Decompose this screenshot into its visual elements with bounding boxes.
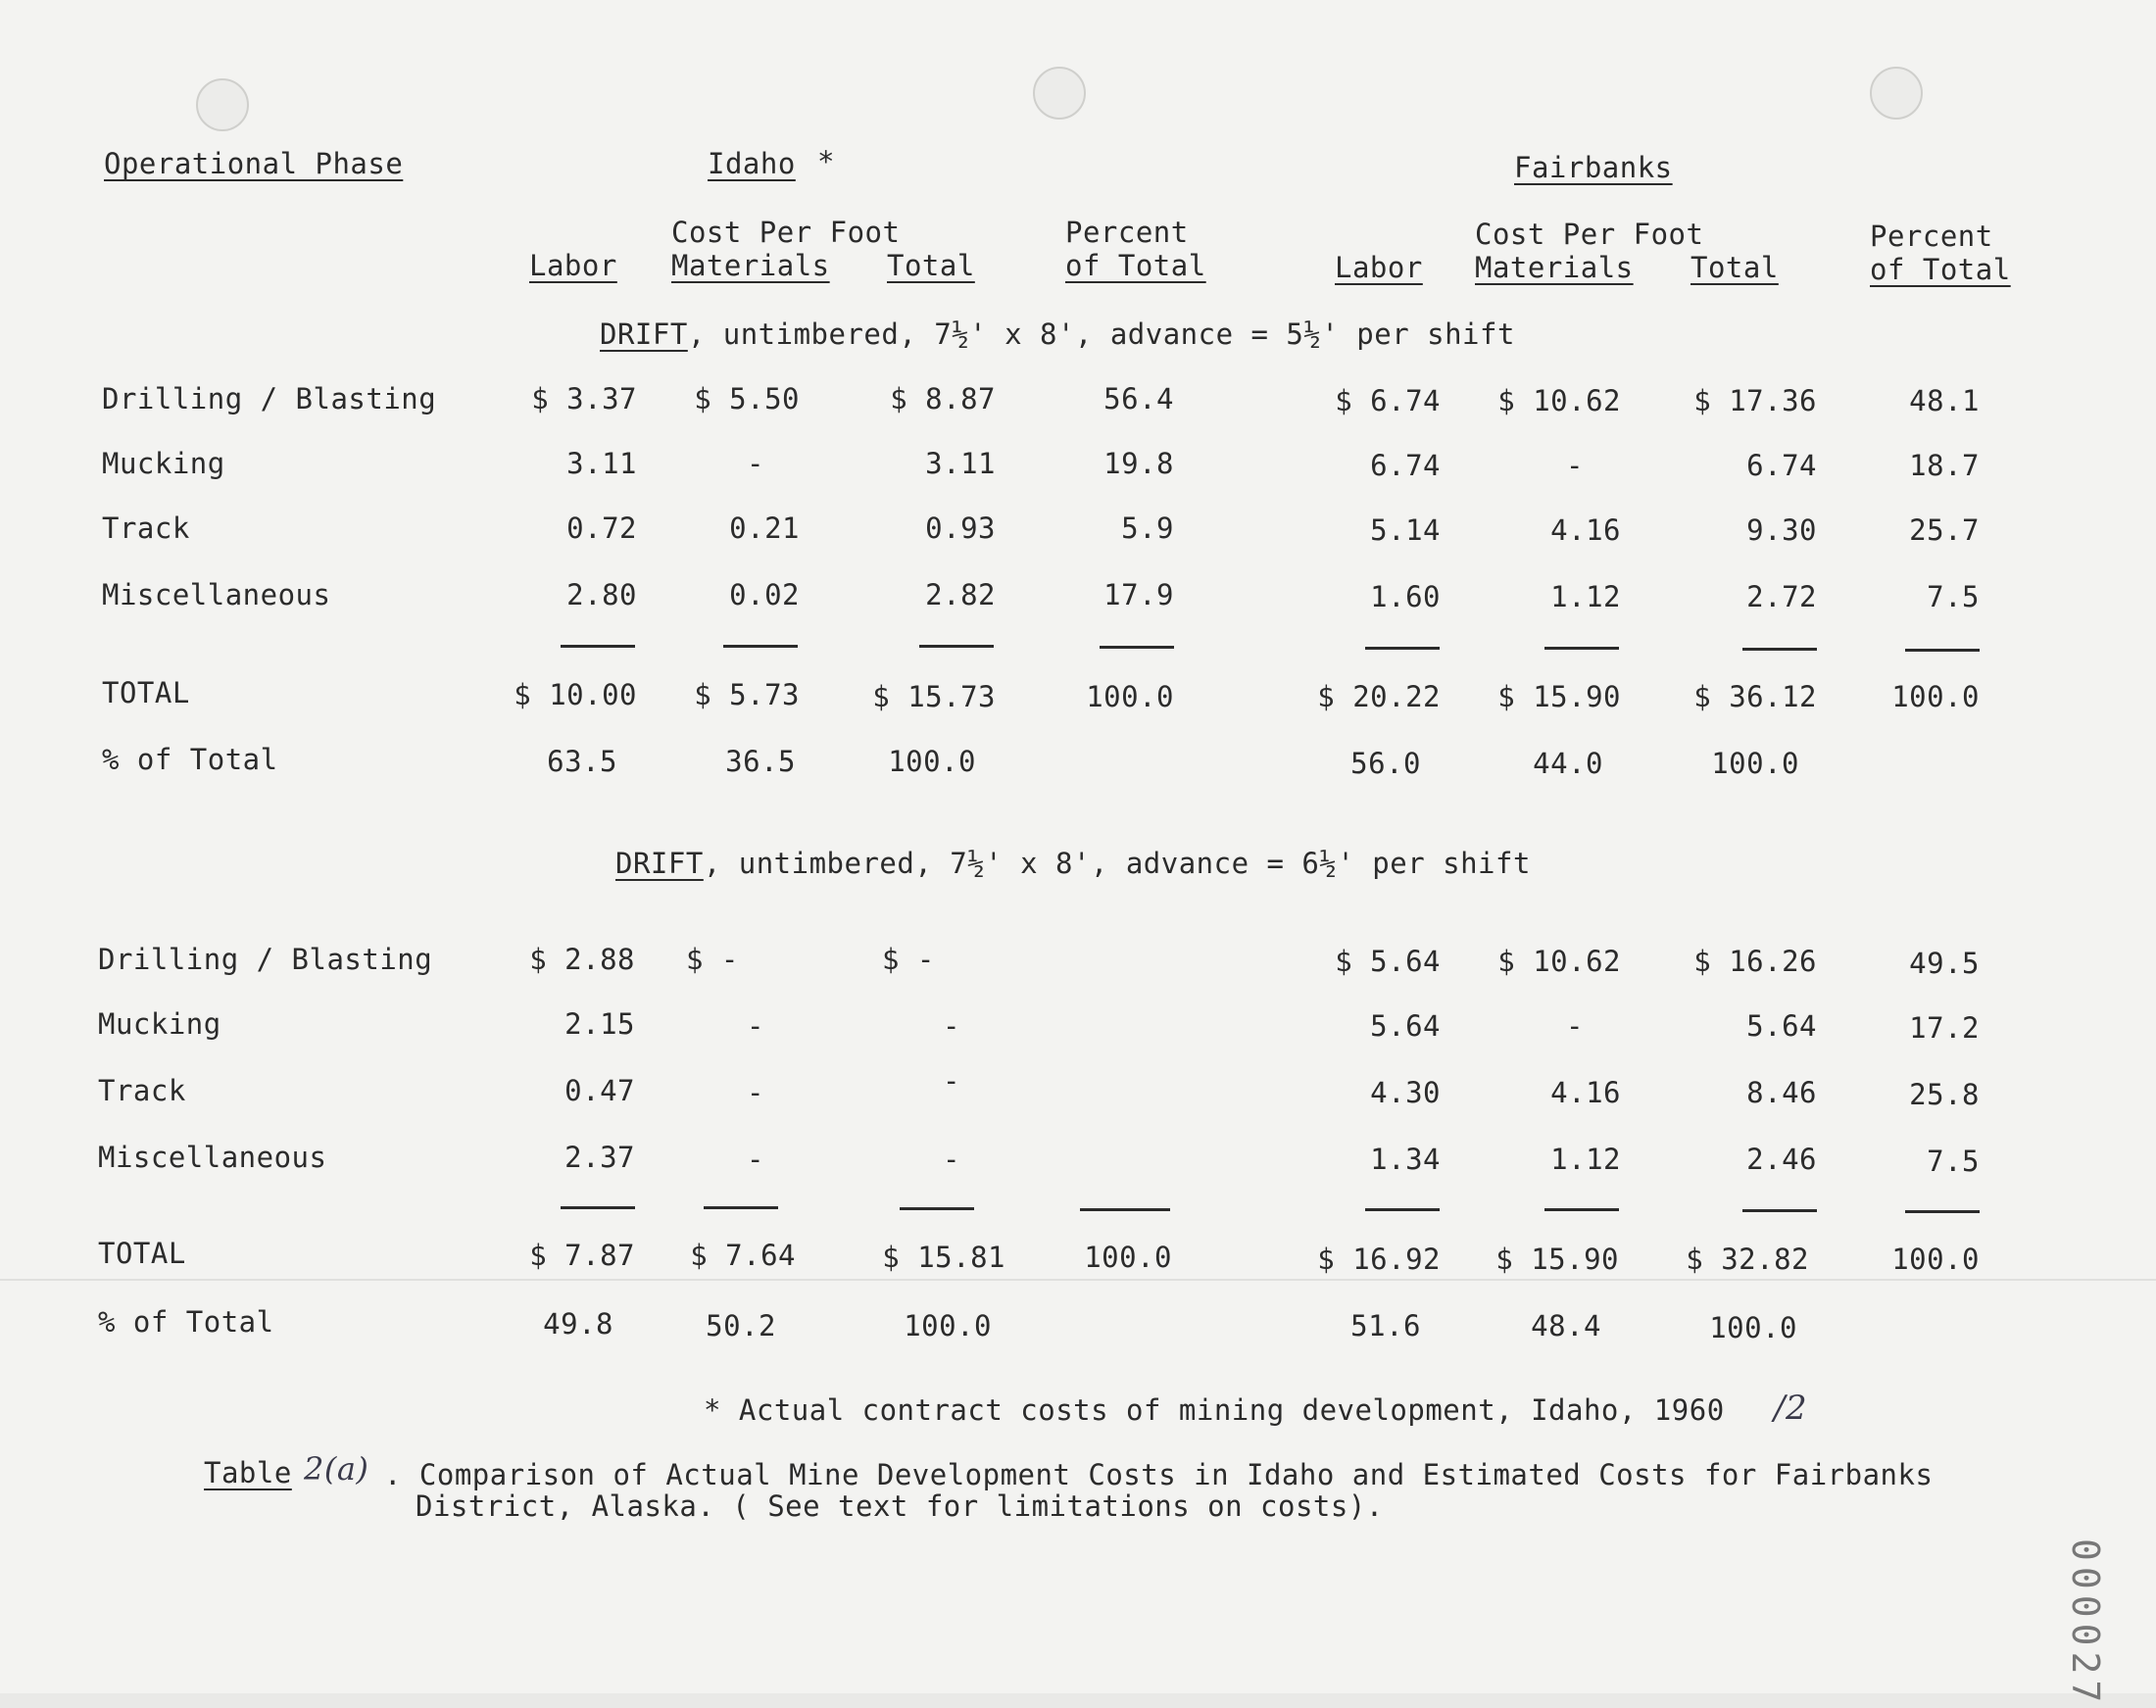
- percent-of-total-label: % of Total: [102, 743, 278, 776]
- fairbanks-total-percent: 100.0: [1711, 747, 1799, 780]
- row-label: Track: [102, 512, 190, 545]
- idaho-materials-cell: -: [747, 447, 764, 480]
- fairbanks-cost-per-foot: Cost Per Foot: [1475, 218, 1704, 251]
- idaho-labor-cell: 2.37: [564, 1141, 635, 1174]
- idaho-percent-cell: 19.8: [1103, 447, 1174, 480]
- footnote-reference: /2: [1774, 1389, 1808, 1428]
- sum-rule: [1905, 1210, 1980, 1213]
- punch-hole-left: [196, 78, 249, 131]
- sum-rule: [1544, 1208, 1619, 1211]
- idaho-labor-cell: $ 3.37: [531, 382, 637, 415]
- fairbanks-labor-percent: 56.0: [1350, 747, 1421, 780]
- idaho-total-cell: 3.11: [925, 447, 996, 480]
- punch-hole-right: [1870, 67, 1923, 120]
- idaho-total-percent: 100.0: [904, 1309, 992, 1342]
- percent-of-total-label: % of Total: [98, 1305, 274, 1339]
- sum-rule: [723, 645, 798, 648]
- idaho-total-header: Total: [887, 249, 975, 282]
- section-1-title-rest: , untimbered, 7½' x 8', advance = 5½' per shift: [687, 317, 1515, 351]
- section-2-drift: DRIFT: [615, 847, 704, 880]
- total-label: TOTAL: [102, 676, 190, 709]
- sum-rule: [561, 1206, 635, 1209]
- fairbanks-labor-total: $ 20.22: [1317, 680, 1441, 713]
- fairbanks-materials-cell: $ 10.62: [1497, 384, 1621, 417]
- idaho-cost-per-foot: Cost Per Foot: [671, 216, 901, 249]
- fairbanks-materials-cell: $ 10.62: [1497, 945, 1621, 978]
- fairbanks-percent-cell: 7.5: [1927, 1145, 1980, 1178]
- idaho-percent-cell: 5.9: [1121, 512, 1174, 545]
- fairbanks-total-cell: 9.30: [1746, 513, 1817, 547]
- fairbanks-total-cell: 6.74: [1746, 449, 1817, 482]
- fairbanks-labor-header: Labor: [1335, 251, 1423, 284]
- idaho-of-total-header: of Total: [1065, 249, 1206, 282]
- fairbanks-labor-cell: 4.30: [1370, 1076, 1441, 1109]
- row-label: Drilling / Blasting: [98, 943, 433, 976]
- idaho-labor-cell: 0.72: [566, 512, 637, 545]
- fairbanks-labor-cell: 6.74: [1370, 449, 1441, 482]
- fairbanks-heading: Fairbanks: [1514, 151, 1673, 184]
- fairbanks-materials-cell: 4.16: [1550, 513, 1621, 547]
- row-label: Mucking: [98, 1007, 221, 1041]
- idaho-labor-cell: 0.47: [564, 1074, 635, 1107]
- fairbanks-materials-total: $ 15.90: [1497, 680, 1621, 713]
- page-stamp: 000027: [2064, 1538, 2107, 1708]
- idaho-total-cell: 2.82: [925, 578, 996, 611]
- fairbanks-percent-cell: 49.5: [1909, 947, 1980, 980]
- fairbanks-materials-header: Materials: [1475, 251, 1634, 284]
- caption-line-1: . Comparison of Actual Mine Development Costs in Idaho and Estimated Costs for Fairbanks: [384, 1458, 1934, 1491]
- sum-rule: [919, 645, 994, 648]
- fairbanks-materials-cell: 1.12: [1550, 580, 1621, 613]
- sum-rule: [1365, 647, 1440, 650]
- fairbanks-total-total: $ 36.12: [1693, 680, 1817, 713]
- row-label: Miscellaneous: [102, 578, 331, 611]
- sum-rule: [561, 645, 635, 648]
- fairbanks-labor-cell: 5.64: [1370, 1009, 1441, 1043]
- sum-rule: [704, 1206, 778, 1209]
- idaho-total-cell: -: [943, 1143, 960, 1176]
- fairbanks-percent: Percent: [1870, 220, 1993, 253]
- sum-rule: [1100, 646, 1174, 649]
- idaho-total-total: $ 15.73: [872, 680, 996, 713]
- fairbanks-percent-total: 100.0: [1891, 1243, 1980, 1276]
- idaho-total-cell: -: [943, 1064, 960, 1098]
- fairbanks-percent-cell: 25.8: [1909, 1078, 1980, 1111]
- idaho-total-cell: 0.93: [925, 512, 996, 545]
- idaho-materials-cell: -: [747, 1076, 764, 1109]
- sum-rule: [1742, 648, 1817, 651]
- idaho-asterisk: *: [817, 145, 835, 178]
- fairbanks-total-cell: 2.46: [1746, 1143, 1817, 1176]
- idaho-labor-cell: $ 2.88: [529, 943, 635, 976]
- sum-rule: [1080, 1208, 1170, 1211]
- idaho-labor-header: Labor: [529, 249, 617, 282]
- sum-rule: [1365, 1208, 1440, 1211]
- fairbanks-materials-total: $ 15.90: [1495, 1243, 1619, 1276]
- idaho-labor-cell: 2.80: [566, 578, 637, 611]
- idaho-percent: Percent: [1065, 216, 1189, 249]
- fairbanks-percent-cell: 48.1: [1909, 384, 1980, 417]
- idaho-labor-percent: 63.5: [547, 745, 617, 778]
- idaho-materials-percent: 50.2: [706, 1309, 776, 1342]
- idaho-labor-total: $ 7.87: [529, 1239, 635, 1272]
- fairbanks-labor-percent: 51.6: [1350, 1309, 1421, 1342]
- idaho-total-cell: $ -: [882, 943, 935, 976]
- row-label: Track: [98, 1074, 186, 1107]
- row-label: Miscellaneous: [98, 1141, 327, 1174]
- row-label: Drilling / Blasting: [102, 382, 437, 415]
- fairbanks-of-total-header: of Total: [1870, 253, 2011, 286]
- idaho-labor-cell: 3.11: [566, 447, 637, 480]
- idaho-materials-cell: -: [747, 1009, 764, 1043]
- fairbanks-labor-total: $ 16.92: [1317, 1243, 1441, 1276]
- fairbanks-labor-cell: 1.60: [1370, 580, 1441, 613]
- fairbanks-percent-cell: 25.7: [1909, 513, 1980, 547]
- idaho-materials-total: $ 5.73: [694, 678, 800, 711]
- idaho-materials-cell: 0.21: [729, 512, 800, 545]
- fairbanks-labor-cell: $ 6.74: [1335, 384, 1441, 417]
- idaho-percent-cell: 17.9: [1103, 578, 1174, 611]
- idaho-total-cell: -: [943, 1009, 960, 1043]
- row-label: Mucking: [102, 447, 225, 480]
- fairbanks-labor-cell: 1.34: [1370, 1143, 1441, 1176]
- idaho-materials-percent: 36.5: [725, 745, 796, 778]
- section-2-title: [615, 847, 1531, 880]
- fairbanks-labor-cell: $ 5.64: [1335, 945, 1441, 978]
- sum-rule: [1742, 1209, 1817, 1212]
- idaho-labor-cell: 2.15: [564, 1007, 635, 1041]
- fairbanks-percent-cell: 7.5: [1927, 580, 1980, 613]
- sum-rule: [1905, 649, 1980, 652]
- fairbanks-total-header: Total: [1690, 251, 1779, 284]
- idaho-percent-total: 100.0: [1084, 1241, 1172, 1274]
- fairbanks-total-percent: 100.0: [1709, 1311, 1797, 1344]
- caption-line-2: District, Alaska. ( See text for limitations on costs).: [416, 1489, 1384, 1523]
- fold-crease: [0, 1279, 2156, 1281]
- idaho-materials-header: Materials: [671, 249, 830, 282]
- punch-hole-center: [1033, 67, 1086, 120]
- fairbanks-materials-percent: 48.4: [1531, 1309, 1601, 1342]
- sum-rule: [1544, 647, 1619, 650]
- table-word: Table: [204, 1456, 292, 1489]
- fairbanks-total-cell: $ 17.36: [1693, 384, 1817, 417]
- footnote: * Actual contract costs of mining development, Idaho, 1960: [704, 1393, 1725, 1427]
- fairbanks-materials-percent: 44.0: [1533, 747, 1603, 780]
- fairbanks-materials-cell: 4.16: [1550, 1076, 1621, 1109]
- idaho-heading: Idaho: [708, 147, 796, 180]
- fairbanks-total-cell: 5.64: [1746, 1009, 1817, 1043]
- fairbanks-total-cell: 8.46: [1746, 1076, 1817, 1109]
- idaho-labor-percent: 49.8: [543, 1307, 613, 1341]
- sum-rule: [900, 1207, 974, 1210]
- total-label: TOTAL: [98, 1237, 186, 1270]
- idaho-materials-total: $ 7.64: [690, 1239, 796, 1272]
- fairbanks-percent-total: 100.0: [1891, 680, 1980, 713]
- idaho-percent-cell: 56.4: [1103, 382, 1174, 415]
- idaho-total-total: $ 15.81: [882, 1241, 1005, 1274]
- fairbanks-total-cell: 2.72: [1746, 580, 1817, 613]
- idaho-labor-total: $ 10.00: [514, 678, 637, 711]
- table-number: 2(a): [304, 1450, 369, 1488]
- idaho-materials-cell: $ 5.50: [694, 382, 800, 415]
- idaho-percent-total: 100.0: [1086, 680, 1174, 713]
- section-2-title-rest: , untimbered, 7½' x 8', advance = 6½' per shift: [703, 847, 1531, 880]
- idaho-total-percent: 100.0: [888, 745, 976, 778]
- operational-phase-heading: Operational Phase: [104, 147, 404, 180]
- fairbanks-materials-cell: 1.12: [1550, 1143, 1621, 1176]
- fairbanks-materials-cell: -: [1566, 1009, 1584, 1043]
- fairbanks-total-total: $ 32.82: [1686, 1243, 1809, 1276]
- fairbanks-labor-cell: 5.14: [1370, 513, 1441, 547]
- section-1-title: [600, 317, 1515, 351]
- idaho-materials-cell: -: [747, 1143, 764, 1176]
- idaho-materials-cell: 0.02: [729, 578, 800, 611]
- section-1-drift: DRIFT: [600, 317, 688, 351]
- fairbanks-materials-cell: -: [1566, 449, 1584, 482]
- fairbanks-percent-cell: 18.7: [1909, 449, 1980, 482]
- fairbanks-percent-cell: 17.2: [1909, 1011, 1980, 1045]
- idaho-materials-cell: $ -: [686, 943, 739, 976]
- idaho-total-cell: $ 8.87: [890, 382, 996, 415]
- fairbanks-total-cell: $ 16.26: [1693, 945, 1817, 978]
